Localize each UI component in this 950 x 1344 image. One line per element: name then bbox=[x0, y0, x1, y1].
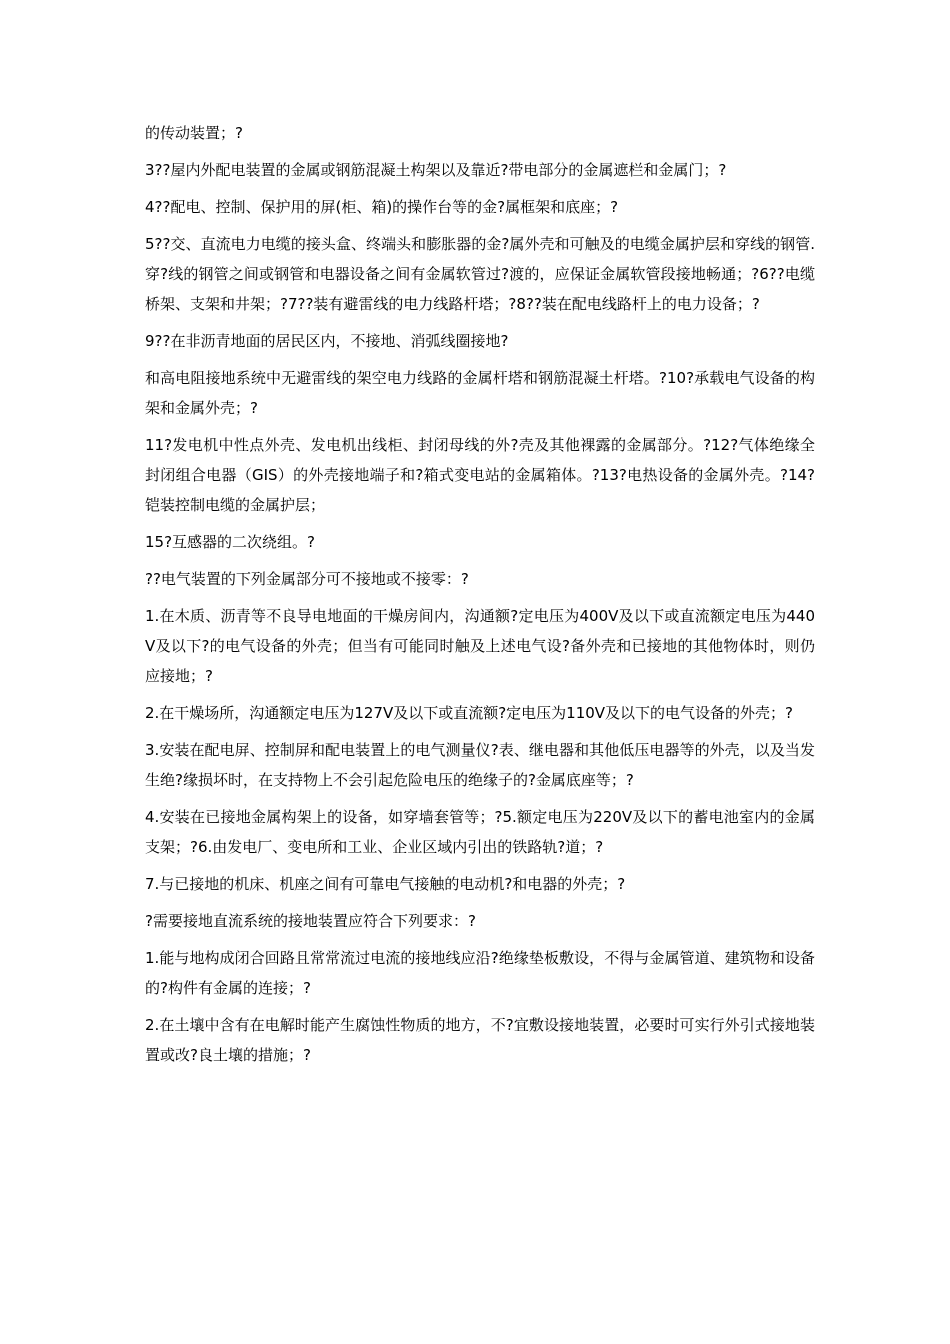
paragraph-11: 2.在干燥场所，沟通额定电压为127V及以下或直流额?定电压为110V及以下的电气设备的外壳；? bbox=[145, 704, 794, 722]
paragraph-10: 1.在木质、沥青等不良导电地面的干燥房间内，沟通额?定电压为400V及以下或直流额定电压为440V及以下?的电气设备的外壳；但当有可能同时触及上述电气设?备外壳和已接地的其他物体时，则仍应接地；? bbox=[145, 607, 815, 685]
paragraph-14: 7.与已接地的机床、机座之间有可靠电气接触的电动机?和电器的外壳；? bbox=[145, 875, 626, 893]
paragraph-5: 9??在非沥青地面的居民区内，不接地、消弧线圈接地? bbox=[145, 332, 509, 350]
paragraph-16: 1.能与地构成闭合回路且常常流过电流的接地线应沿?绝缘垫板敷设，不得与金属管道、建筑物和设备的?构件有金属的连接；? bbox=[145, 949, 815, 997]
paragraph-8: 15?互感器的二次绕组。? bbox=[145, 533, 316, 551]
paragraph-9: ??电气装置的下列金属部分可不接地或不接零：? bbox=[145, 570, 469, 588]
paragraph-6: 和高电阻接地系统中无避雷线的架空电力线路的金属杆塔和钢筋混凝土杆塔。?10?承载电气设备的构架和金属外壳；? bbox=[145, 369, 815, 417]
paragraph-1: 的传动装置；? bbox=[145, 124, 243, 142]
document-page bbox=[145, 118, 815, 1077]
paragraph-12: 3.安装在配电屏、控制屏和配电装置上的电气测量仪?表、继电器和其他低压电器等的外壳，以及当发生绝?缘损坏时，在支持物上不会引起危险电压的绝缘子的?金属底座等；? bbox=[145, 741, 815, 789]
paragraph-7: 11?发电机中性点外壳、发电机出线柜、封闭母线的外?壳及其他裸露的金属部分。?12?气体绝缘全封闭组合电器（GIS）的外壳接地端子和?箱式变电站的金属箱体。?13?电热设备的金属外壳。?14?铠装控制电缆的金属护层； bbox=[145, 436, 815, 514]
paragraph-2: 3??屋内外配电装置的金属或钢筋混凝土构架以及靠近?带电部分的金属遮栏和金属门；? bbox=[145, 161, 727, 179]
paragraph-17: 2.在土壤中含有在电解时能产生腐蚀性物质的地方，不?宜敷设接地装置，必要时可实行外引式接地装置或改?良土壤的措施；? bbox=[145, 1016, 815, 1064]
paragraph-4: 5??交、直流电力电缆的接头盒、终端头和膨胀器的金?属外壳和可触及的电缆金属护层和穿线的钢管.穿?线的钢管之间或钢管和电器设备之间有金属软管过?渡的，应保证金属软管段接地畅通；?6??电缆桥架、支架和井架；?7??装有避雷线的电力线路杆塔；?8??装在配电线路杆上的电力设备；? bbox=[145, 235, 815, 313]
paragraph-3: 4??配电、控制、保护用的屏(柜、箱)的操作台等的金?属框架和底座；? bbox=[145, 198, 619, 216]
paragraph-15: ?需要接地直流系统的接地装置应符合下列要求：? bbox=[145, 912, 476, 930]
paragraph-13: 4.安装在已接地金属构架上的设备，如穿墙套管等；?5.额定电压为220V及以下的蓄电池室内的金属支架；?6.由发电厂、变电所和工业、企业区域内引出的铁路轨?道；? bbox=[145, 808, 815, 856]
